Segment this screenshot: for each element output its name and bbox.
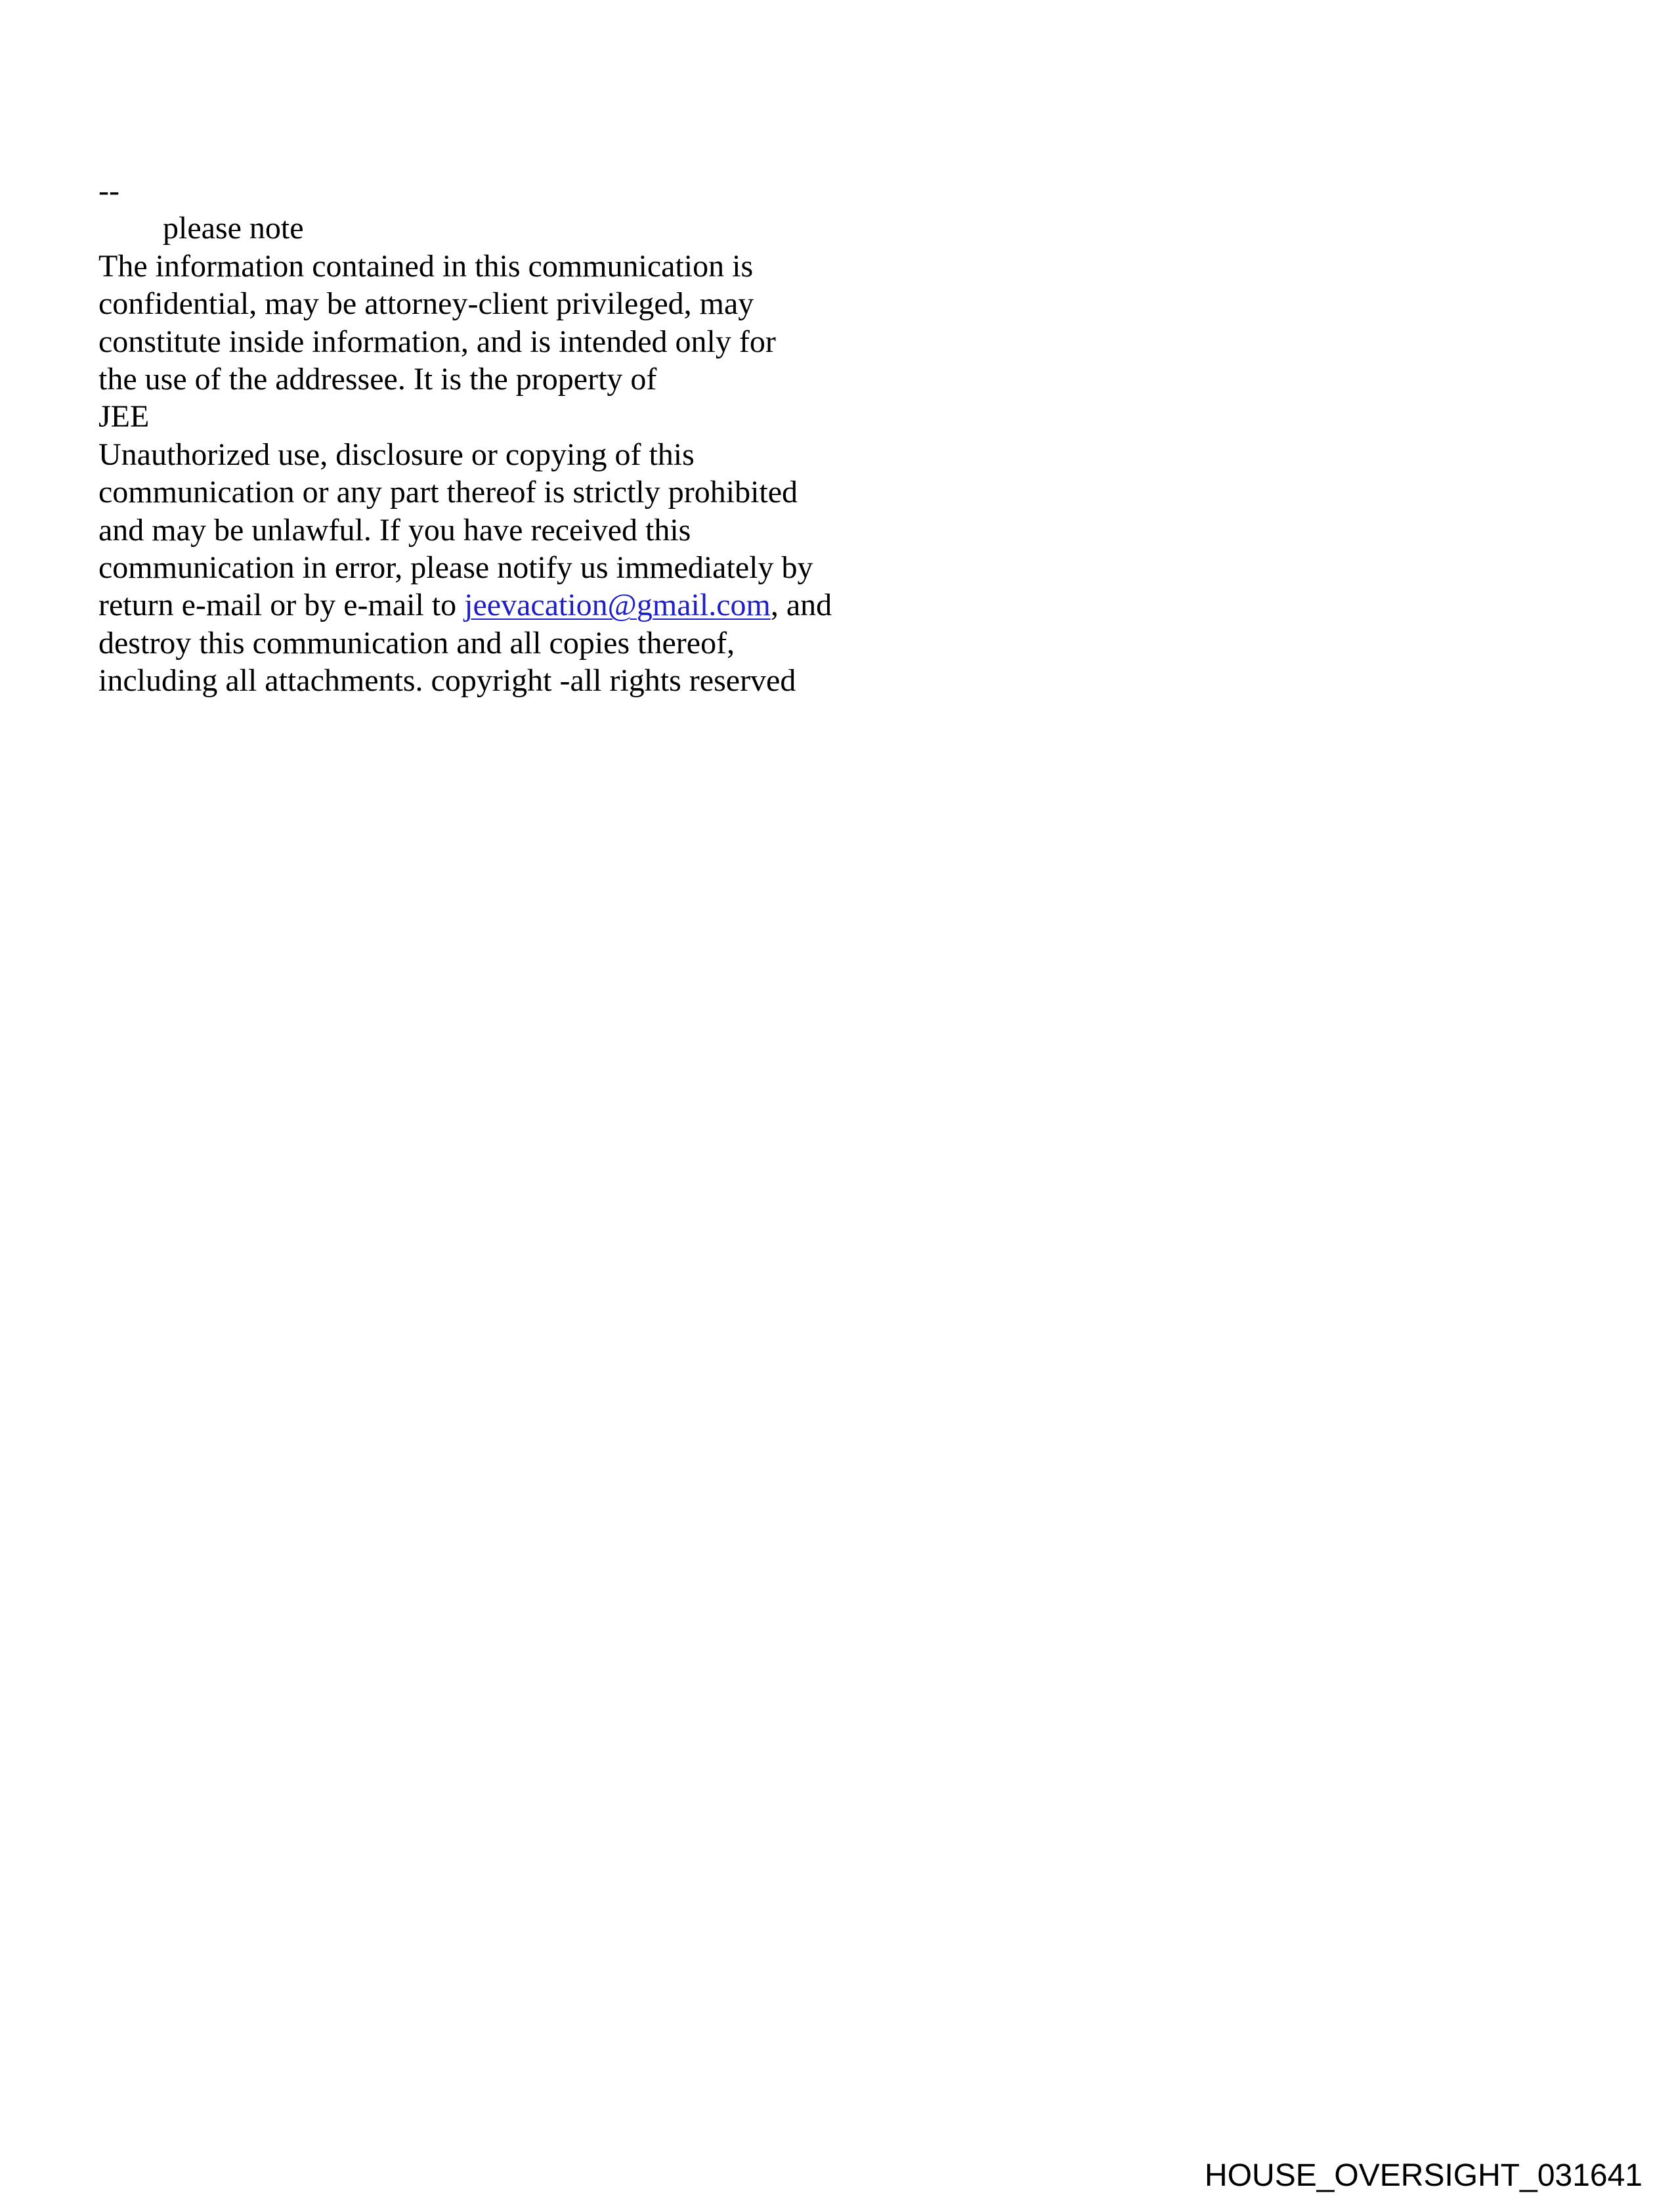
disclaimer-line-4: the use of the addressee. It is the property of: [98, 361, 657, 397]
disclaimer-line-3: constitute inside information, and is intended only for: [98, 324, 776, 359]
email-line-prefix: return e-mail or by e-mail to: [98, 588, 465, 623]
closing-line-2: including all attachments. copyright -all rights reserved: [98, 663, 796, 699]
email-line-suffix: , and: [770, 588, 832, 623]
owner-name: JEE: [98, 399, 150, 435]
notice-heading: please note: [163, 211, 304, 246]
email-signature-block: [98, 172, 952, 699]
disclaimer-line-2: confidential, may be attorney-client privileged, may: [98, 286, 754, 322]
disclaimer-line-8: and may be unlawful. If you have received this: [98, 512, 691, 548]
disclaimer-line-6: Unauthorized use, disclosure or copying of this: [98, 437, 695, 472]
disclaimer-line-9: communication in error, please notify us immediately by: [98, 550, 813, 585]
signature-separator: --: [98, 173, 119, 208]
bates-number: HOUSE_OVERSIGHT_031641: [1205, 2158, 1642, 2193]
email-contact-line: [98, 586, 952, 624]
disclaimer-line-7: communication or any part thereof is strictly prohibited: [98, 475, 798, 510]
email-link[interactable]: jeevacation@gmail.com: [464, 588, 771, 623]
disclaimer-line-1: The information contained in this communication is: [98, 248, 754, 284]
closing-line-1: destroy this communication and all copies thereof,: [98, 625, 735, 661]
